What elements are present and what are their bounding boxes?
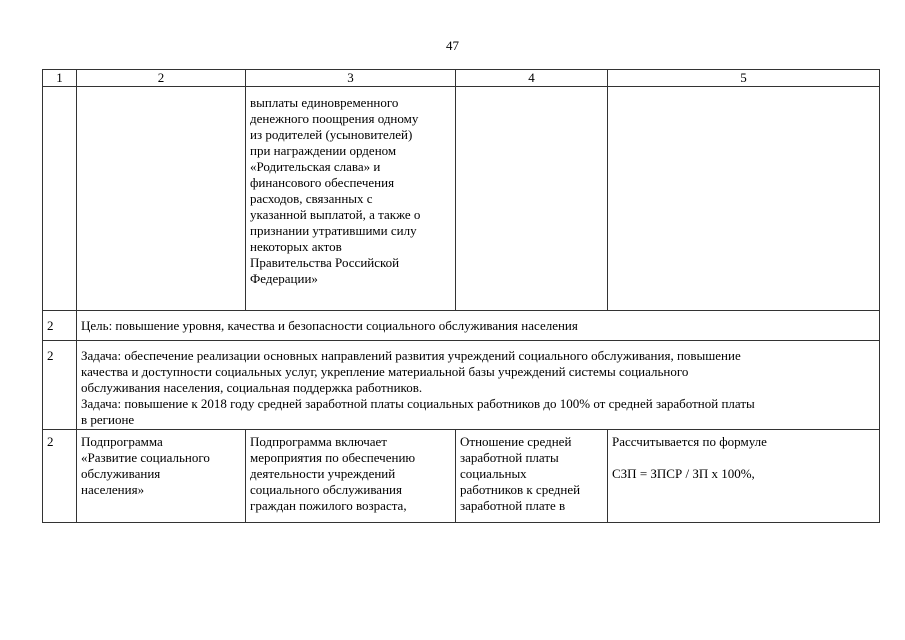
text-line: Правительства Российской	[250, 255, 400, 270]
text-line: финансового обеспечения	[250, 175, 395, 190]
page-number: 47	[446, 38, 459, 53]
text-line: обслуживания населения, социальная поддержка работников.	[81, 380, 423, 395]
row-number: 2	[43, 341, 77, 430]
subprogram-description	[246, 430, 456, 523]
header-col-5: 5	[608, 70, 880, 87]
cell-empty	[43, 87, 77, 311]
table-row-subprogram	[43, 430, 880, 523]
cell-empty	[456, 87, 608, 311]
text-line: Подпрограмма включает	[250, 434, 387, 449]
text-line: Рассчитывается по формуле	[612, 434, 767, 449]
task-text	[77, 341, 880, 430]
text-line: заработной платы	[460, 450, 559, 465]
header-col-4: 4	[456, 70, 608, 87]
indicators-table	[42, 69, 880, 523]
text-line: Отношение средней	[460, 434, 572, 449]
text-line: населения»	[81, 482, 145, 497]
text-line: признании утратившими силу	[250, 223, 417, 238]
goal-text: Цель: повышение уровня, качества и безопасности социального обслуживания населения	[77, 311, 880, 341]
row-number: 2	[43, 430, 77, 523]
text-line: расходов, связанных с	[250, 191, 373, 206]
text-line: указанной выплатой, а также о	[250, 207, 421, 222]
text-line: выплаты единовременного	[250, 95, 399, 110]
text-line: обслуживания	[81, 466, 161, 481]
table-header-row	[43, 70, 880, 87]
header-col-2: 2	[77, 70, 246, 87]
formula: СЗП = ЗПСР / ЗП x 100%,	[612, 466, 755, 481]
table-row-goal	[43, 311, 880, 341]
text-line: некоторых актов	[250, 239, 342, 254]
spacer	[612, 450, 875, 466]
row-number: 2	[43, 311, 77, 341]
text-line: качества и доступности социальных услуг, укрепление материальной базы учреждений системы социального	[81, 364, 689, 379]
text-line: Задача: обеспечение реализации основных направлений развития учреждений социального обслуживания, повышение	[81, 348, 741, 363]
indicator-name	[456, 430, 608, 523]
text-line: «Развитие социального	[81, 450, 210, 465]
table-row-task	[43, 341, 880, 430]
text-line: «Родительская слава» и	[250, 159, 381, 174]
text-line: социальных	[460, 466, 527, 481]
text-line: Федерации»	[250, 271, 318, 286]
header-col-3: 3	[246, 70, 456, 87]
text-line: деятельности учреждений	[250, 466, 396, 481]
text-line: из родителей (усыновителей)	[250, 127, 413, 142]
cell-empty	[77, 87, 246, 311]
text-line: заработной плате в	[460, 498, 566, 513]
text-line: Подпрограмма	[81, 434, 163, 449]
cell-continuation-text	[246, 87, 456, 311]
calculation-method	[608, 430, 880, 523]
subprogram-name	[77, 430, 246, 523]
text-line: денежного поощрения одному	[250, 111, 419, 126]
text-line: социального обслуживания	[250, 482, 402, 497]
text-line: при награждении орденом	[250, 143, 397, 158]
table-row-continuation	[43, 87, 880, 311]
text-line: Задача: повышение к 2018 году средней заработной платы социальных работников до 100% от средней заработной платы	[81, 396, 755, 411]
header-col-1: 1	[43, 70, 77, 87]
text-line: работников к средней	[460, 482, 581, 497]
text-line: мероприятия по обеспечению	[250, 450, 416, 465]
cell-empty	[608, 87, 880, 311]
text-line: граждан пожилого возраста,	[250, 498, 407, 513]
text-line: в регионе	[81, 412, 135, 427]
